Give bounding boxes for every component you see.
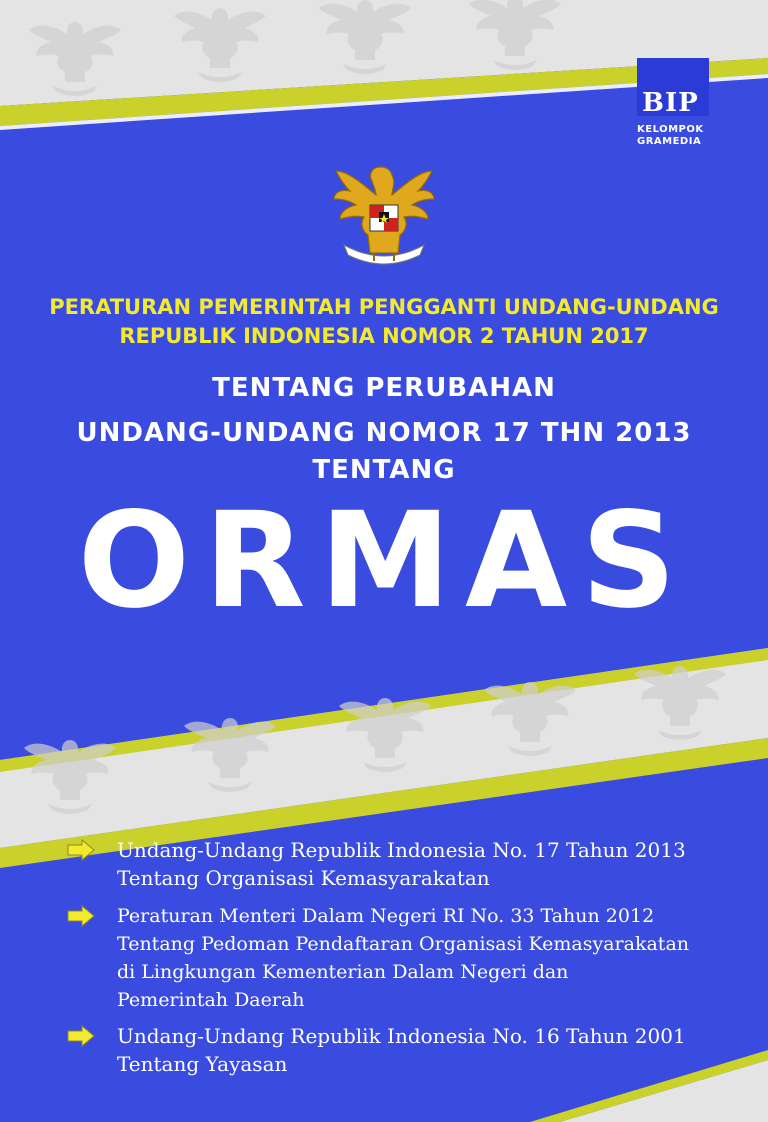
regulation-title-line2: REPUBLIK INDONESIA NOMOR 2 TAHUN 2017 — [119, 324, 649, 348]
subtitle-line1: TENTANG PERUBAHAN — [212, 373, 556, 403]
main-title: ORMAS — [77, 484, 691, 638]
list-item-text: Undang-Undang Republik Indonesia No. 16 Tahun 2001 Tentang Yayasan — [117, 1024, 686, 1076]
arrow-icons — [68, 840, 94, 1046]
regulation-title-line1: PERATURAN PEMERINTAH PENGGANTI UNDANG-UNDANG — [49, 295, 719, 319]
publisher-sub-line1: KELOMPOK — [637, 124, 704, 135]
publisher-sub-line2: GRAMEDIA — [637, 136, 702, 147]
list-item-text: Undang-Undang Republik Indonesia No. 17 Tahun 2013 Tentang Organisasi Kemasyarakatan — [117, 838, 686, 890]
publisher-logo-text: BIP — [642, 88, 699, 118]
list-item-text: Peraturan Menteri Dalam Negeri RI No. 33 Tahun 2012 Tentang Pedoman Pendaftaran Organisasi Kemasyarakatan di Lingkungan Kementerian Dalam Negeri dan Pemerintah Daerah — [117, 905, 690, 1011]
subtitle-line2: UNDANG-UNDANG NOMOR 17 THN 2013 — [76, 418, 692, 448]
subtitle-line3: TENTANG — [312, 455, 456, 485]
garuda-emblem-icon — [334, 167, 434, 264]
